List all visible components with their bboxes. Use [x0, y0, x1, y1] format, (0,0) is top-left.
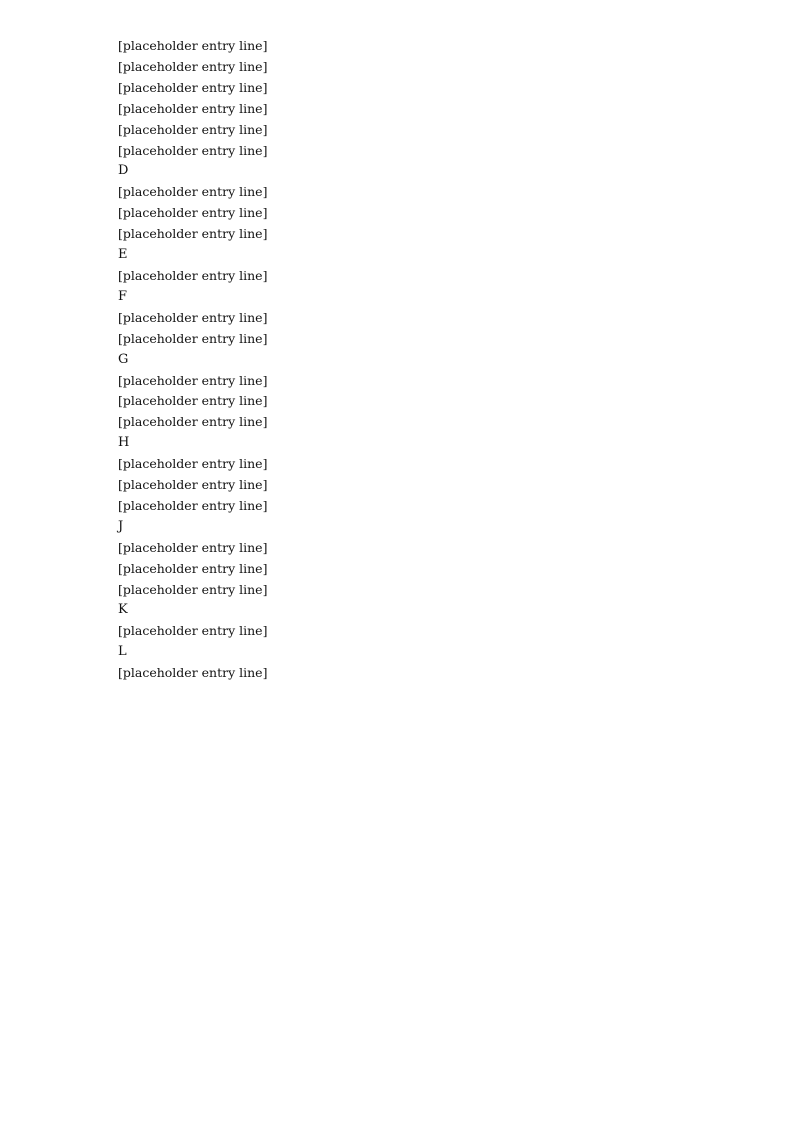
text-line: [placeholder entry line]	[118, 665, 268, 681]
section-letter: D	[118, 163, 129, 179]
text-line: [placeholder entry line]	[118, 58, 268, 74]
section-letter: L	[118, 644, 127, 660]
text-line: [placeholder entry line]	[118, 393, 268, 409]
text-line: [placeholder entry line]	[118, 38, 268, 53]
text-line: [placeholder entry line]	[118, 581, 268, 597]
text-line: [placeholder entry line]	[118, 100, 268, 116]
text-line: [placeholder entry line]	[118, 267, 268, 283]
text-line: [placeholder entry line]	[118, 121, 268, 137]
text-line: [placeholder entry line]	[118, 79, 268, 95]
text-line: [placeholder entry line]	[118, 456, 268, 472]
text-line: [placeholder entry line]	[118, 330, 268, 346]
section-letter: E	[118, 247, 128, 263]
text-line: [placeholder entry line]	[118, 477, 268, 493]
text-line: [placeholder entry line]	[118, 372, 268, 388]
section-letter: J	[118, 518, 124, 534]
text-line: [placeholder entry line]	[118, 205, 268, 221]
text-line: [placeholder entry line]	[118, 539, 268, 555]
text-line: [placeholder entry line]	[118, 142, 268, 158]
section-letter: G	[118, 351, 129, 367]
text-line: [placeholder entry line]	[118, 623, 268, 639]
text-line: [placeholder entry line]	[118, 497, 268, 513]
section-letter: K	[118, 602, 128, 618]
text-line: [placeholder entry line]	[118, 560, 268, 576]
document-body	[76, 36, 716, 684]
text-line: [placeholder entry line]	[118, 414, 268, 430]
section-letter: F	[118, 288, 128, 304]
section-letter: H	[118, 435, 130, 451]
text-line: [placeholder entry line]	[118, 184, 268, 200]
text-line: [placeholder entry line]	[118, 226, 268, 242]
text-line: [placeholder entry line]	[118, 309, 268, 325]
